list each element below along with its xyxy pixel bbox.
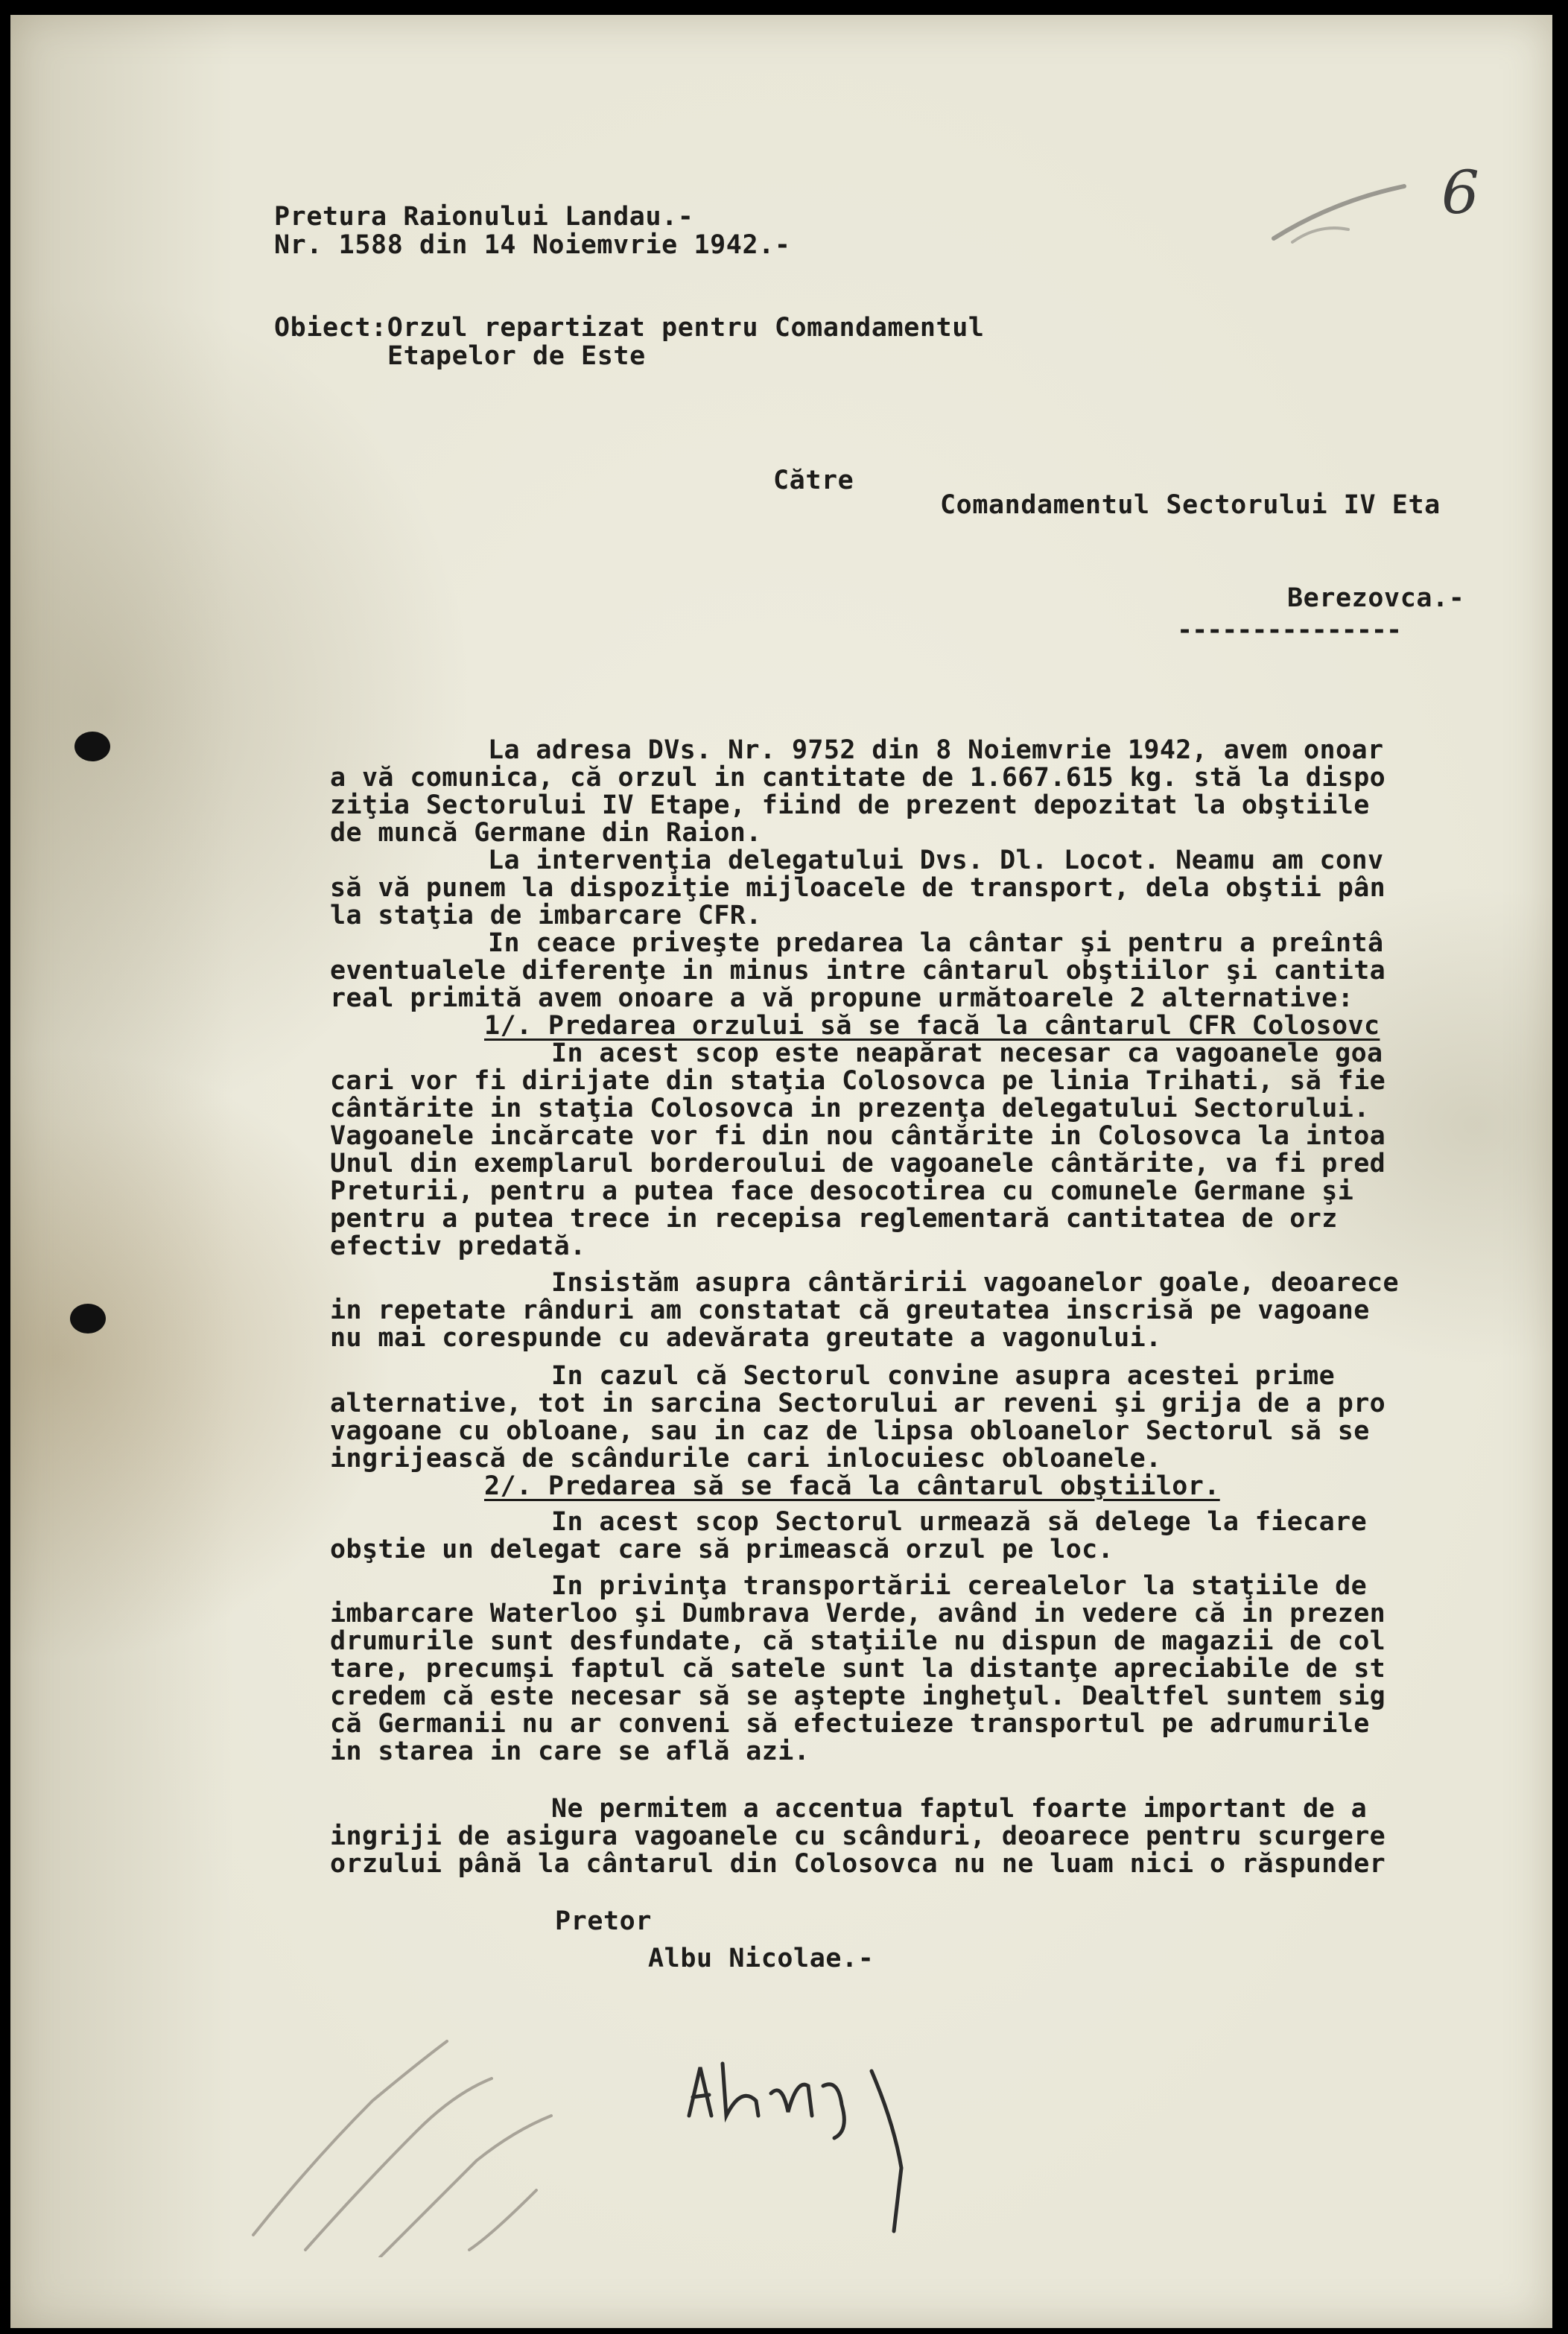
alternative-2-heading: 2/. Predarea să se facă la cântarul obştiilor. bbox=[484, 1471, 1220, 1501]
body-line: vagoane cu obloane, sau in caz de lipsa obloanelor Sectorul să se bbox=[330, 1416, 1370, 1446]
body-line: nu mai corespunde cu adevărata greutate a vagonului. bbox=[330, 1323, 1162, 1353]
body-line: tare, precumşi faptul că satele sunt la distanţe apreciabile de st bbox=[330, 1654, 1386, 1684]
body-line: pentru a putea trece in recepisa reglementară cantitatea de orz bbox=[330, 1204, 1338, 1234]
alternative-1-heading: 1/. Predarea orzului să se facă la cântarul CFR Colosovc bbox=[484, 1011, 1380, 1041]
body-line: real primită avem onoare a vă propune următoarele 2 alternative: bbox=[330, 983, 1354, 1013]
body-line: ingriji de asigura vagoanele cu scânduri, deoarece pentru scurgere bbox=[330, 1821, 1386, 1851]
body-line: că Germanii nu ar conveni să efectuieze transportul pe adrumurile bbox=[330, 1709, 1370, 1739]
body-line: cari vor fi dirijate din staţia Colosovca pe linia Trihati, să fie bbox=[330, 1066, 1386, 1096]
body-line: ingrijească de scândurile cari inlocuiesc obloanele. bbox=[330, 1444, 1162, 1474]
body-line: Insistăm asupra cântăririi vagoanelor goale, deoarece bbox=[551, 1268, 1400, 1298]
body-line: in starea in care se află azi. bbox=[330, 1737, 810, 1766]
body-line: Preturii, pentru a putea face desocotirea cu comunele Germane şi bbox=[330, 1176, 1354, 1206]
recipient-underline: --------------- bbox=[1177, 615, 1402, 645]
body-line: credem că este necesar să se aştepte ingheţul. Dealtfel suntem sig bbox=[330, 1681, 1386, 1711]
office-line: Pretura Raionului Landau.- bbox=[274, 202, 694, 232]
body-line: orzului până la cântarul din Colosovca nu ne luam nici o răspunder bbox=[330, 1849, 1386, 1879]
paper-fold-shadow bbox=[10, 15, 234, 2328]
handwritten-signature bbox=[670, 2011, 916, 2235]
subject-line-2: Etapelor de Este bbox=[387, 341, 646, 371]
body-line: a vă comunica, că orzul in cantitate de 1.667.615 kg. stă la dispo bbox=[330, 763, 1386, 793]
recipient-city: Berezovca.- bbox=[1287, 583, 1465, 613]
punch-hole-top bbox=[74, 732, 110, 761]
body-line: de muncă Germane din Raion. bbox=[330, 818, 762, 848]
body-line: Ne permitem a accentua faptul foarte important de a bbox=[551, 1794, 1368, 1824]
body-line: obştie un delegat care să primească orzul pe loc. bbox=[330, 1535, 1114, 1564]
body-line: in repetate rânduri am constatat că greutatea inscrisă pe vagoane bbox=[330, 1296, 1370, 1325]
corner-page-number: 6 bbox=[1441, 158, 1479, 227]
signature-name: Albu Nicolae.- bbox=[648, 1944, 875, 1973]
body-line: In ceace priveşte predarea la cântar şi pentru a preîntâ bbox=[488, 928, 1384, 958]
body-line: alternative, tot in sarcina Sectorului ar reveni şi grija de a pro bbox=[330, 1389, 1386, 1418]
body-line: In cazul că Sectorul convine asupra acestei prime bbox=[551, 1361, 1336, 1391]
body-line: La intervenţia delegatului Dvs. Dl. Locot. Neamu am conv bbox=[488, 846, 1384, 875]
body-line: ziţia Sectorului IV Etape, fiind de prezent depozitat la obştiile bbox=[330, 790, 1370, 820]
body-line: In acest scop este neapărat necesar ca vagoanele goa bbox=[551, 1038, 1383, 1068]
body-line: cântărite in staţia Colosovca in prezenţa delegatului Sectorului. bbox=[330, 1094, 1370, 1123]
recipient-to: Către bbox=[773, 466, 854, 495]
pencil-strike-mark bbox=[1266, 171, 1415, 253]
subject-line-1: Obiect:Orzul repartizat pentru Comandamentul bbox=[274, 313, 985, 343]
body-line: Unul din exemplarul borderoului de vagoanele cântărite, va fi pred bbox=[330, 1149, 1386, 1179]
body-line: imbarcare Waterloo şi Dumbrava Verde, având in vedere că in prezen bbox=[330, 1599, 1386, 1629]
body-line: drumurile sunt desfundate, că staţiile nu dispun de magazii de col bbox=[330, 1626, 1386, 1656]
body-line: efectiv predată. bbox=[330, 1231, 586, 1261]
punch-hole-bottom bbox=[70, 1304, 106, 1334]
body-line: la staţia de imbarcare CFR. bbox=[330, 901, 762, 930]
body-line: Vagoanele incărcate vor fi din nou cântărite in Colosovca la intoa bbox=[330, 1121, 1386, 1151]
body-line: La adresa DVs. Nr. 9752 din 8 Noiemvrie 1942, avem onoar bbox=[488, 735, 1384, 765]
recipient-name: Comandamentul Sectorului IV Eta bbox=[940, 490, 1441, 520]
body-line: In privinţa transportării cerealelor la staţiile de bbox=[551, 1571, 1368, 1601]
body-line: să vă punem la dispoziţie mijloacele de transport, dela obştii pân bbox=[330, 873, 1386, 903]
signature-title: Pretor bbox=[555, 1906, 653, 1936]
pencil-annotation bbox=[223, 2011, 611, 2257]
body-line: eventualele diferenţe in minus intre cântarul obştiilor şi cantita bbox=[330, 956, 1386, 986]
document-number-line: Nr. 1588 din 14 Noiemvrie 1942.- bbox=[274, 230, 791, 260]
body-line: In acest scop Sectorul urmează să delege la fiecare bbox=[551, 1507, 1368, 1537]
